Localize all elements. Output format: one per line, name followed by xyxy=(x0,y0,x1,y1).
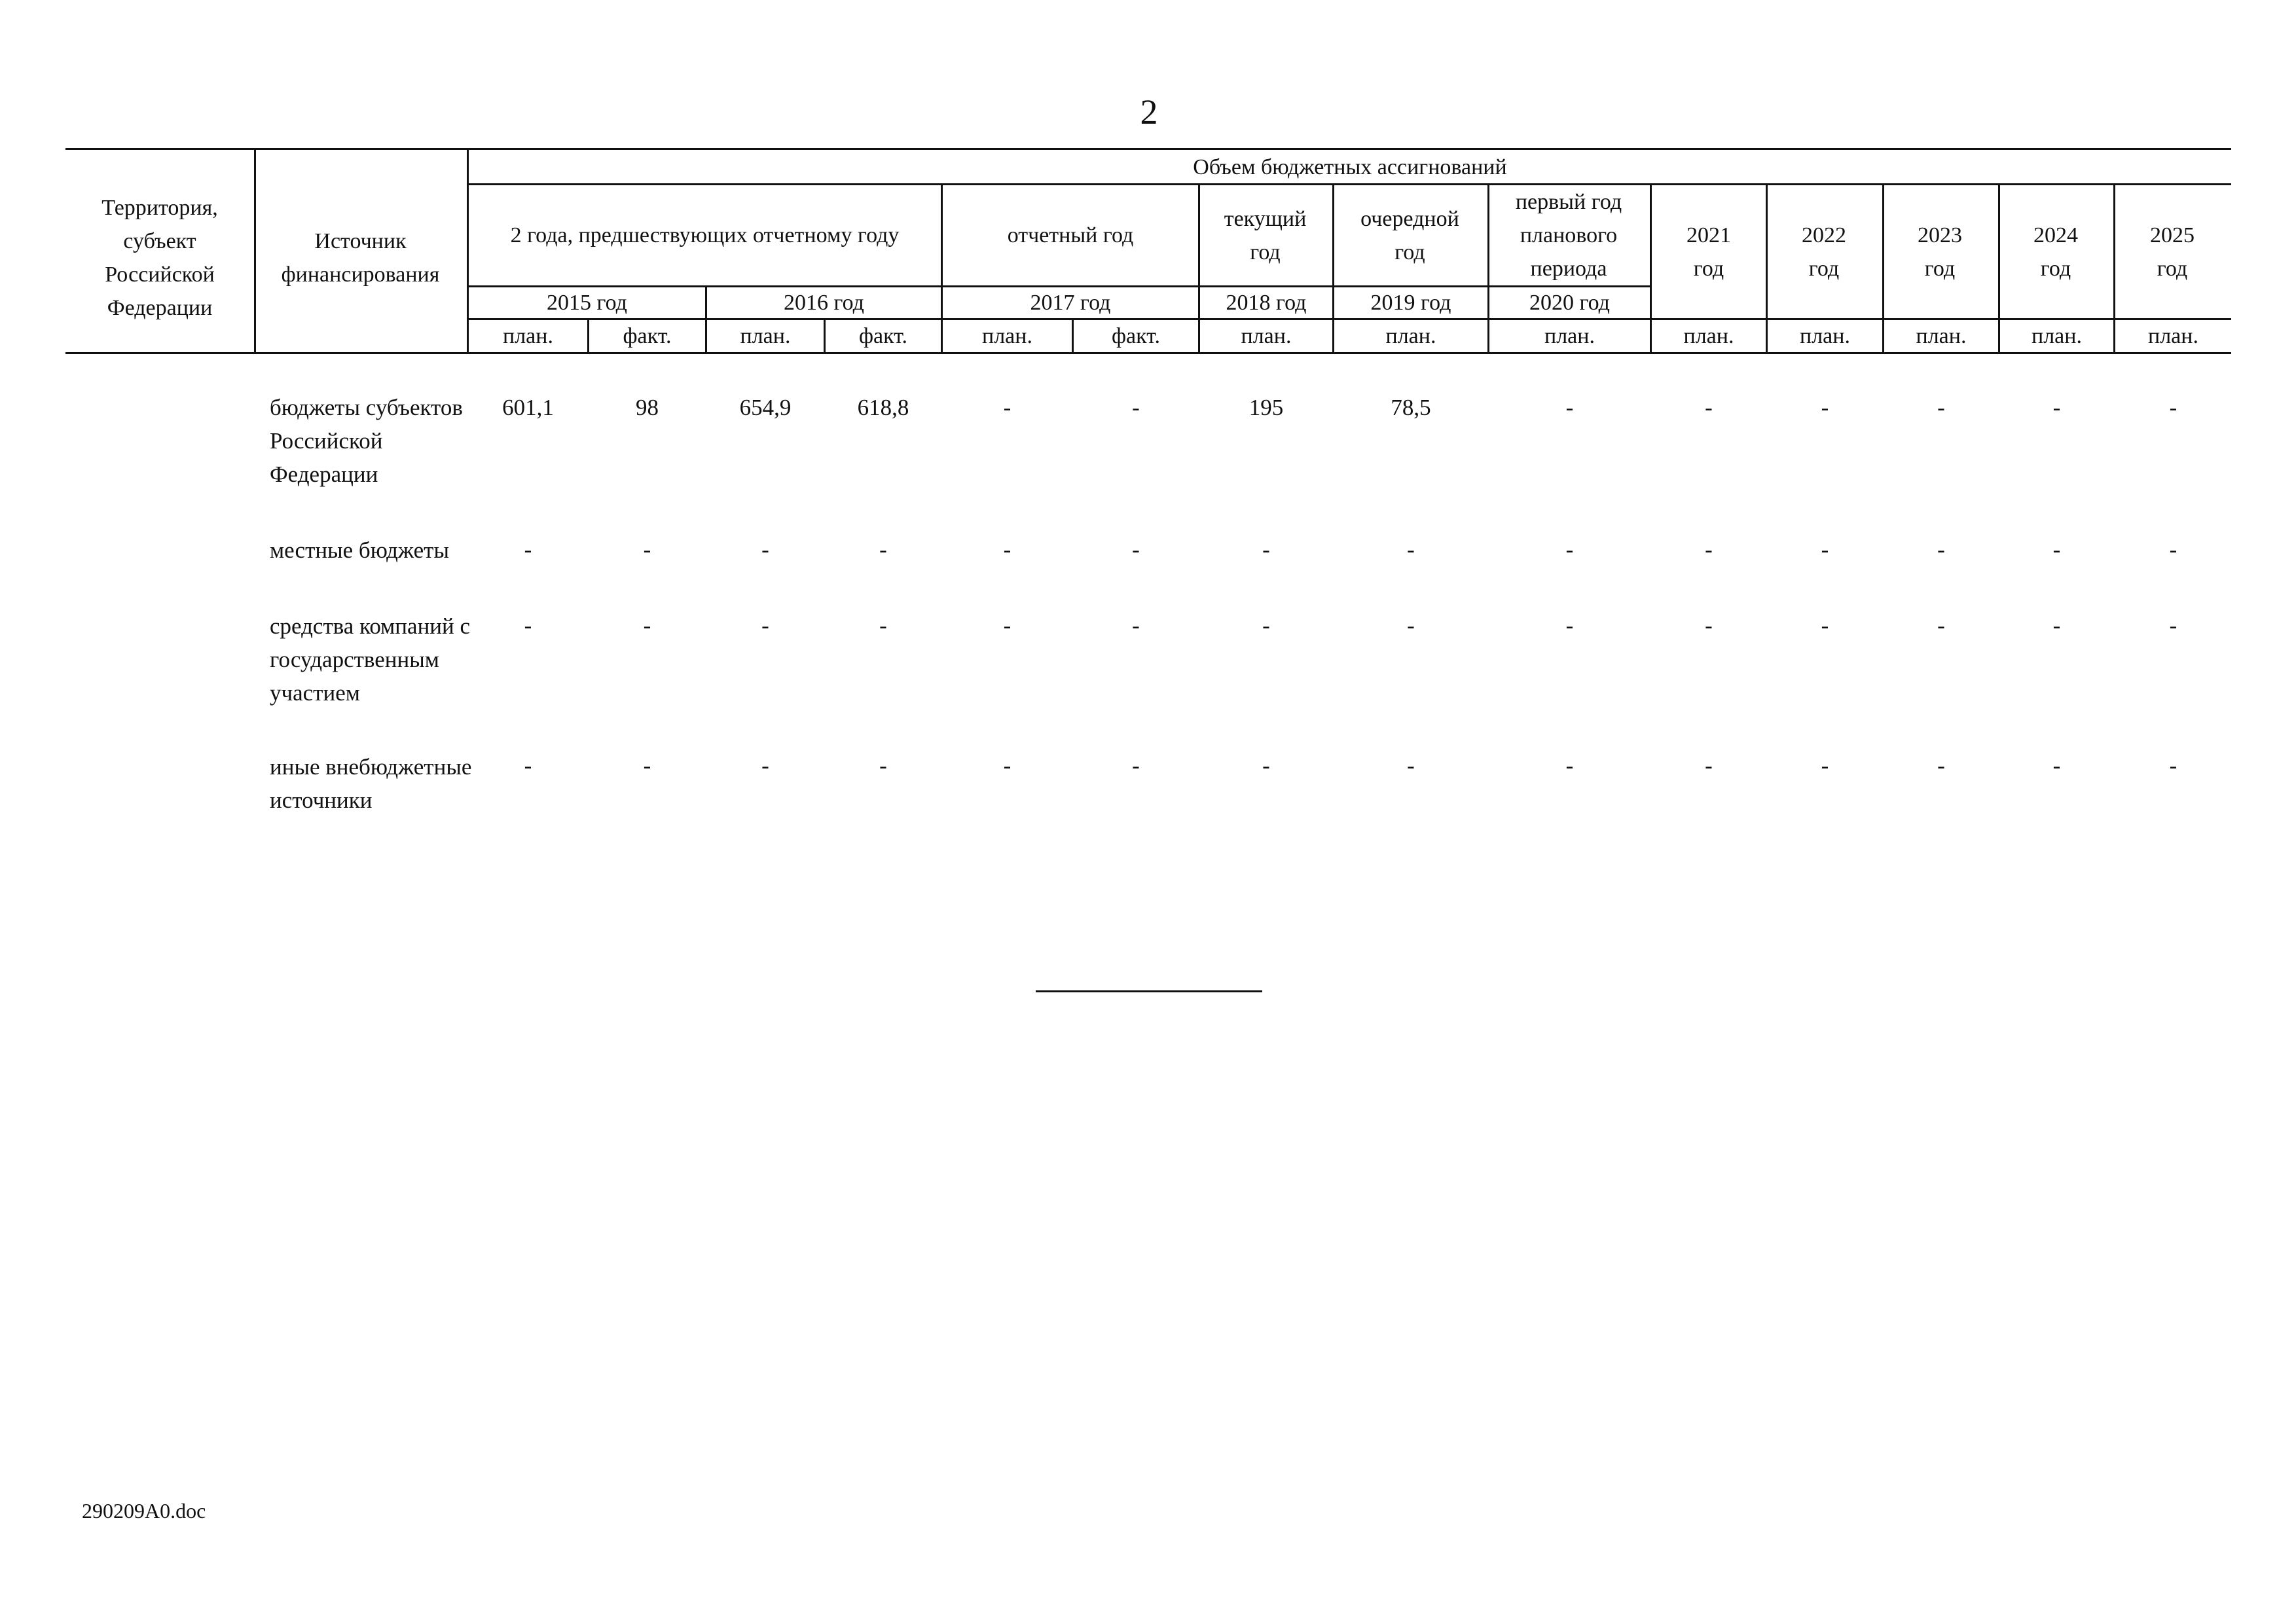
table-cell: - xyxy=(1937,537,1945,562)
table-cell: - xyxy=(2052,395,2061,420)
subheader-label: план. xyxy=(1544,324,1595,348)
row-source-label: местные бюджеты xyxy=(270,537,449,563)
header-year-2018: 2018 год xyxy=(1226,291,1307,315)
table-cell: - xyxy=(879,537,887,562)
subheader-label: план. xyxy=(1241,324,1292,348)
subheader-label: план. xyxy=(2148,324,2198,348)
table-cell: - xyxy=(761,753,769,778)
table-cell: 98 xyxy=(636,395,659,420)
table-cell: - xyxy=(2169,395,2178,420)
subheader-label: план. xyxy=(1385,324,1436,348)
table-cell: - xyxy=(1132,537,1140,562)
header-2023: 2023 год xyxy=(1918,223,1962,281)
header-2021: 2021 год xyxy=(1686,223,1731,281)
table-cell: - xyxy=(1565,753,1574,778)
table-cell: 78,5 xyxy=(1391,395,1431,420)
table-cell: - xyxy=(879,613,887,638)
table-cell: - xyxy=(1407,537,1415,562)
subheader-label: план. xyxy=(2032,324,2082,348)
table-cell: - xyxy=(1132,395,1140,420)
table-cell: - xyxy=(1821,395,1829,420)
table-cell: - xyxy=(1262,753,1270,778)
table-cell: - xyxy=(1262,613,1270,638)
end-of-document-line xyxy=(1036,990,1262,992)
table-top-rule xyxy=(65,148,2231,150)
table-cell: - xyxy=(2052,753,2061,778)
table-cell: - xyxy=(1705,613,1713,638)
header-territory: Территория, субъект Российской Федерации xyxy=(101,196,218,320)
row-source-label: бюджеты субъектов Российской Федерации xyxy=(270,395,463,487)
subheader-label: факт. xyxy=(1112,324,1160,348)
table-cell: - xyxy=(643,753,651,778)
table-cell: - xyxy=(643,613,651,638)
table-cell: - xyxy=(1565,613,1574,638)
table-cell: - xyxy=(1407,613,1415,638)
table-cell: - xyxy=(1262,537,1270,562)
header-2024: 2024 год xyxy=(2033,223,2078,281)
table-cell: - xyxy=(524,613,532,638)
table-cell: - xyxy=(1565,537,1574,562)
table-cell: - xyxy=(2169,753,2178,778)
table-cell: - xyxy=(1565,395,1574,420)
header-volume: Объем бюджетных ассигнований xyxy=(1193,154,1507,179)
page-number: 2 xyxy=(1140,92,1158,132)
header-2022: 2022 год xyxy=(1802,223,1846,281)
header-reporting-year: отчетный год xyxy=(1007,223,1134,247)
subheader-label: план. xyxy=(740,324,791,348)
table-cell: - xyxy=(1937,395,1945,420)
header-year-2020: 2020 год xyxy=(1529,291,1610,315)
col-divider-territory xyxy=(254,148,256,352)
header-year-2017: 2017 год xyxy=(1030,291,1111,315)
table-cell: - xyxy=(2169,537,2178,562)
table-cell: - xyxy=(1821,753,1829,778)
table-cell: - xyxy=(524,537,532,562)
table-cell: - xyxy=(1937,613,1945,638)
table-cell: - xyxy=(1003,753,1011,778)
table-cell: 618,8 xyxy=(857,395,909,420)
subheader-label: план. xyxy=(1683,324,1734,348)
subheader-label: план. xyxy=(982,324,1032,348)
header-two-years: 2 года, предшествующих отчетному году xyxy=(510,223,900,247)
table-cell: - xyxy=(1132,613,1140,638)
table-cell: - xyxy=(2169,613,2178,638)
header-year-2019: 2019 год xyxy=(1370,291,1451,315)
table-cell: - xyxy=(1407,753,1415,778)
table-cell: - xyxy=(1937,753,1945,778)
header-year-2016: 2016 год xyxy=(784,291,864,315)
subheader-label: план. xyxy=(503,324,553,348)
subheader-label: факт. xyxy=(623,324,672,348)
header-first-planning-year: первый год планового периода xyxy=(1515,190,1622,281)
header-source: Источник финансирования xyxy=(281,229,440,287)
table-cell: - xyxy=(1132,753,1140,778)
table-cell: 195 xyxy=(1248,395,1284,420)
subheader-label: план. xyxy=(1800,324,1850,348)
header-next-year: очередной год xyxy=(1360,206,1459,264)
header-year-2015: 2015 год xyxy=(547,291,627,315)
row-source-label: иные внебюджетные источники xyxy=(270,754,472,813)
footer-filename: 290209A0.doc xyxy=(82,1499,206,1523)
table-cell: - xyxy=(1705,395,1713,420)
table-cell: - xyxy=(1821,613,1829,638)
table-cell: - xyxy=(1705,753,1713,778)
table-cell: - xyxy=(1705,537,1713,562)
table-cell: 601,1 xyxy=(502,395,554,420)
table-cell: - xyxy=(761,613,769,638)
table-cell: - xyxy=(1003,613,1011,638)
table-cell: - xyxy=(761,537,769,562)
table-cell: - xyxy=(1821,537,1829,562)
table-cell: - xyxy=(2052,613,2061,638)
row-source-label: средства компаний с государственным участием xyxy=(270,613,471,706)
header-2025: 2025 год xyxy=(2150,223,2195,281)
subheader-label: план. xyxy=(1916,324,1967,348)
table-cell: 654,9 xyxy=(739,395,792,420)
table-cell: - xyxy=(2052,537,2061,562)
table-cell: - xyxy=(1003,395,1011,420)
table-cell: - xyxy=(879,753,887,778)
header-current-year: текущий год xyxy=(1224,206,1307,264)
table-cell: - xyxy=(643,537,651,562)
table-cell: - xyxy=(524,753,532,778)
table-cell: - xyxy=(1003,537,1011,562)
subheader-label: факт. xyxy=(859,324,907,348)
